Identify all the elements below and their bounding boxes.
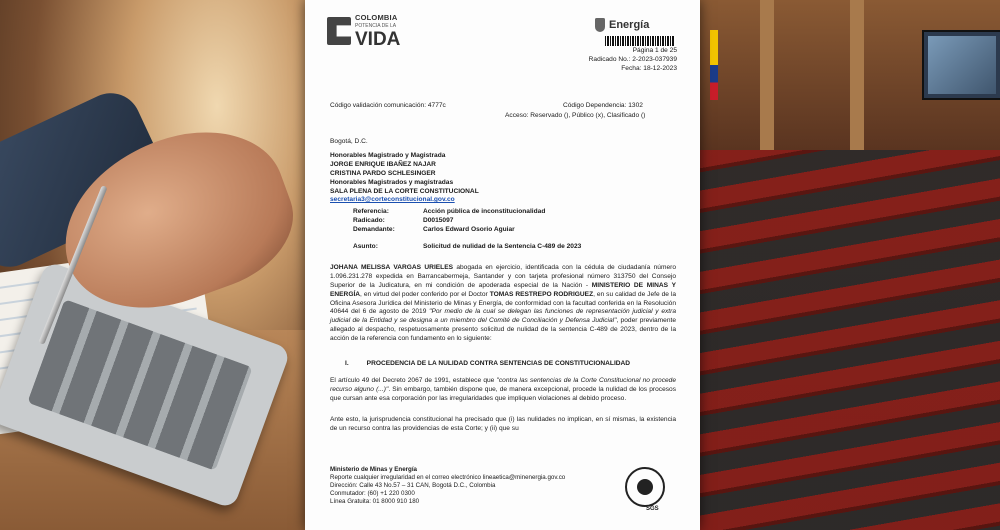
logo-line3: VIDA	[355, 28, 401, 50]
radicado-number: Radicado No.: 2-2023-037939	[588, 55, 677, 63]
chamber-seats	[700, 150, 1000, 530]
recipient-line: CRISTINA PARDO SCHLESINGER	[330, 169, 436, 177]
radicado-block	[555, 47, 677, 74]
ministry-name: MINISTERIO DE MINAS Y ENERGÍA	[330, 281, 676, 298]
colombia-mark-icon	[327, 17, 351, 45]
asunto-value: Solicitud de nulidad de la Sentencia C-489 de 2023	[423, 242, 582, 250]
footer-line: Línea Gratuita: 01 8000 910 180	[330, 498, 420, 506]
section-heading	[345, 360, 630, 369]
reference-block	[353, 208, 673, 252]
certification-label: SGS	[646, 506, 659, 512]
logo-line1: COLOMBIA	[355, 13, 398, 22]
barcode-icon	[605, 36, 675, 46]
shield-icon	[595, 18, 605, 32]
asunto-label: Asunto:	[353, 242, 378, 250]
section-number: I.	[345, 360, 349, 367]
acceso: Acceso: Reservado (), Público (x), Clasificado ()	[505, 112, 646, 119]
ministry-short-name: Energía	[609, 19, 650, 31]
section-title: PROCEDENCIA DE LA NULIDAD CONTRA SENTENCIAS DE CONSTITUCIONALIDAD	[366, 360, 631, 367]
footer	[330, 466, 620, 506]
codigo-dependencia: Código Dependencia: 1302	[563, 102, 643, 109]
demandante-label: Demandante:	[353, 225, 395, 233]
logo-line2: POTENCIA DE LA	[355, 23, 397, 30]
flag	[710, 30, 718, 100]
footer-line: Dirección: Calle 43 No.57 – 31 CAN, Bogotá D.C., Colombia	[330, 482, 496, 490]
page-label: Página 1 de 25	[632, 47, 677, 54]
resolution-quote: "Por medio de la cual se delegan las funciones de representación judicial y extra judicial de la Entidad y se designa a un miembro del Comité de Conciliación y Defensa Judicial"	[330, 308, 676, 325]
recipient-email-link[interactable]: secretaria3@corteconstitucional.gov.co	[330, 196, 455, 204]
city: Bogotá, D.C.	[330, 138, 368, 145]
reference-label: Referencia:	[353, 208, 389, 215]
footer-line: Conmutador: (60) +1 220 0300	[330, 490, 415, 498]
footer-org: Ministerio de Minas y Energía	[330, 466, 417, 473]
radicado-label: Radicado:	[353, 216, 385, 224]
footer-line: Reporte cualquier irregularidad en el correo electrónico lineaetica@minenergia.gov.co	[330, 474, 566, 482]
doctor-name: TOMAS RESTREPO RODRIGUEZ	[489, 290, 594, 298]
certification-seal-icon	[625, 467, 665, 507]
reference-value: Acción pública de inconstitucionalidad	[423, 208, 546, 215]
body-paragraph-1: JOHANA MELISSA VARGAS URIELES abogada en ejercicio, identificada con la cédula de ciudadanía número 1.096.231.278 expedida en Barrancabermeja, Santander y con tarjeta profesional número 313750 del Consejo Superior de la Judicatura, en mi condición de apoderada especial de la Nación - MINISTERIO DE MINAS Y ENERGÍA, en virtud del poder conferido por el Doctor TOMAS RESTREPO RODRIGUEZ, en su calidad de Jefe de la Oficina Asesora Jurídica del Ministerio de Minas y Energía, de conformidad con la facultad conferida en la Resolución 40644 del 6 de agosto de 2019 "Por medio de la cual se delegan las funciones de representación judicial y extra judicial de la Entidad y se designa a un miembro del Comité de Conciliación y Defensa Judicial", poder previamente allegado al despacho, respetuosamente presento solicitud de nulidad de la sentencia C-489 de 2023, dentro de la acción de la referencia con fundamento en lo siguiente:	[330, 264, 677, 343]
body-paragraph-3: Ante esto, la jurisprudencia constitucional ha precisado que (i) las nulidades no implican, en sí mismas, la existencia de un recurso contra las providencias de esta Corte; y (ii) que su	[330, 416, 676, 432]
codigo-validacion: Código validación comunicación: 4777c	[330, 102, 446, 109]
legal-document-page	[305, 0, 700, 530]
recipient-line: Honorables Magistrados y magistradas	[330, 178, 454, 186]
colombia-logo	[327, 13, 400, 49]
recipient-line: SALA PLENA DE LA CORTE CONSTITUCIONAL	[330, 187, 479, 195]
recipient-block	[330, 152, 479, 205]
demandante-value: Carlos Edward Osorio Aguiar	[423, 225, 515, 233]
author-name: JOHANA MELISSA VARGAS URIELES	[330, 264, 453, 271]
body-paragraph-2: El artículo 49 del Decreto 2067 de 1991, establece que "contra las sentencias de la Corte Constitucional no procede recurso alguno (...)". Sin embargo, también dispone que, de manera excepcional, procede la nulidad de los procesos que cursan ante esa corporación por las irregularidades que impliquen violaciones al debido proceso.	[330, 377, 676, 402]
recipient-line: Honorables Magistrado y Magistrada	[330, 152, 446, 159]
recipient-line: JORGE ENRIQUE IBAÑEZ NAJAR	[330, 160, 436, 168]
background-photo-calculator	[0, 0, 310, 530]
background-photo-congress	[700, 0, 1000, 530]
radicado-value: D0015097	[423, 216, 454, 224]
decree-quote: "contra las sentencias de la Corte Constitucional no procede recurso alguno (...)"	[330, 377, 676, 393]
wall-monitor	[922, 30, 1000, 100]
ministry-logo	[595, 18, 649, 33]
radicado-date: Fecha: 18-12-2023	[621, 64, 677, 72]
